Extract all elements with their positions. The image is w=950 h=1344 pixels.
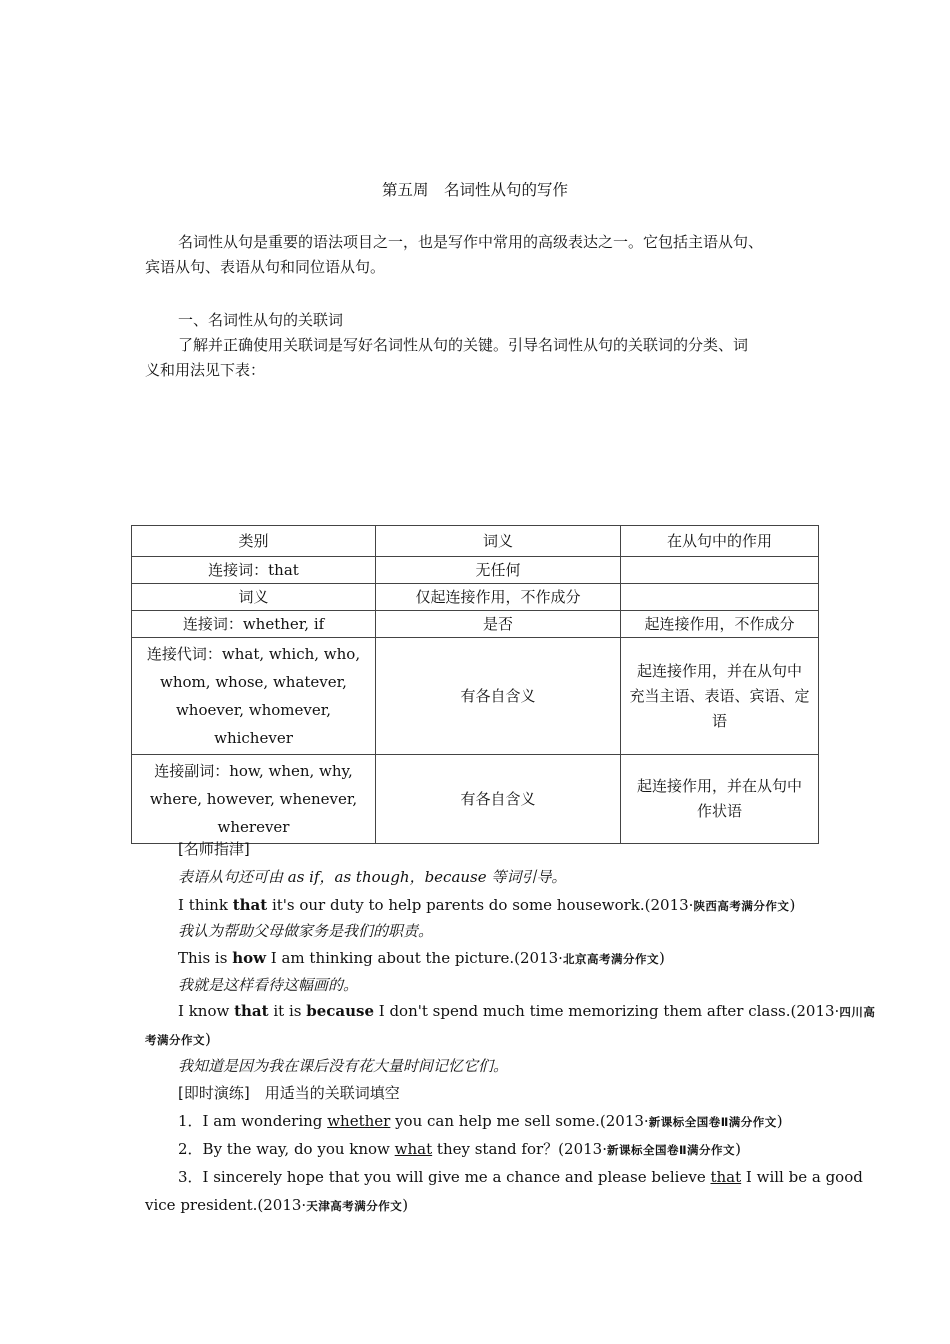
- cell-line: where, however, whenever,: [149, 790, 358, 808]
- cell-line: 连接副词：how, when, why,: [154, 762, 353, 780]
- table-cell: 连接词：that: [132, 557, 376, 584]
- table-cell: 词义: [132, 584, 376, 611]
- section-heading: 一、名词性从句的关联词: [178, 311, 344, 329]
- table-row: [132, 584, 819, 611]
- example-2-translation: 我就是这样看待这幅画的。: [178, 976, 359, 994]
- table-cell: [621, 755, 819, 844]
- section-paragraph-line-1: 了解并正确使用关联词是写好名词性从句的关键。引导名词性从句的关联词的分类、词: [178, 336, 749, 354]
- cell-line: whom, whose, whatever,: [160, 673, 347, 691]
- cell-line: 充当主语、表语、宾语、定: [629, 686, 810, 705]
- cell-line: 起连接作用，并在从句中: [636, 777, 802, 795]
- cell-line: 语: [711, 711, 727, 730]
- table-cell: [621, 584, 819, 611]
- cell-line: 作状语: [696, 802, 742, 820]
- table-cell: [132, 755, 376, 844]
- practice-item-2: 2．By the way, do you know what they stand for？(2013·新课标全国卷Ⅱ满分作文): [178, 1140, 741, 1158]
- table-cell: [132, 638, 376, 755]
- cell-line: wherever: [217, 818, 290, 836]
- header-category: 类别: [132, 526, 376, 557]
- example-2: This is how I am thinking about the picture.(2013·北京高考满分作文): [178, 949, 665, 967]
- table-cell: 有各自含义: [376, 638, 621, 755]
- table-cell: 仅起连接作用，不作成分: [376, 584, 621, 611]
- table-header-row: [132, 526, 819, 557]
- table-cell: [621, 638, 819, 755]
- table-row: [132, 557, 819, 584]
- table-cell: 起连接作用，不作成分: [621, 611, 819, 638]
- table-cell: [621, 557, 819, 584]
- practice-item-1: 1．I am wondering whether you can help me sell some.(2013·新课标全国卷Ⅱ满分作文): [178, 1112, 783, 1130]
- header-meaning: 词义: [376, 526, 621, 557]
- table-cell: 有各自含义: [376, 755, 621, 844]
- example-1-translation: 我认为帮助父母做家务是我们的职责。: [178, 922, 434, 940]
- table-row: [132, 611, 819, 638]
- page-title: 第五周 名词性从句的写作: [381, 181, 568, 199]
- tips-heading: [名师指津]: [178, 840, 250, 858]
- table-cell: 无任何: [376, 557, 621, 584]
- practice-item-3: 3．I sincerely hope that you will give me a chance and please believe that I will be a good: [178, 1168, 863, 1186]
- example-3: I know that it is because I don't spend much time memorizing them after class.(2013·四川高: [178, 1002, 876, 1020]
- conjunction-table: [131, 525, 819, 844]
- example-3-continued: 考满分作文): [145, 1030, 211, 1048]
- table-row: [132, 638, 819, 755]
- table-cell: 是否: [376, 611, 621, 638]
- example-1: I think that it's our duty to help parents do some housework.(2013·陕西高考满分作文): [178, 896, 796, 914]
- cell-line: 连接代词：what, which, who,: [146, 645, 361, 663]
- example-3-translation: 我知道是因为我在课后没有花大量时间记忆它们。: [178, 1057, 509, 1075]
- section-paragraph-line-2: 义和用法见下表：: [145, 361, 266, 379]
- cell-line: whoever, whomever, whichever: [175, 701, 332, 747]
- header-function: 在从句中的作用: [621, 526, 819, 557]
- tips-note: 表语从句还可由 as if，as though，because 等词引导。: [178, 868, 567, 886]
- practice-item-3-continued: vice president.(2013·天津高考满分作文): [145, 1196, 409, 1214]
- intro-paragraph-line-1: 名词性从句是重要的语法项目之一，也是写作中常用的高级表达之一。它包括主语从句、: [178, 233, 764, 251]
- practice-heading: [即时演练] 用适当的关联词填空: [178, 1084, 400, 1102]
- cell-line: 起连接作用，并在从句中: [636, 661, 802, 680]
- table-row: [132, 755, 819, 844]
- table-cell: 连接词：whether, if: [132, 611, 376, 638]
- intro-paragraph-line-2: 宾语从句、表语从句和同位语从句。: [145, 258, 386, 276]
